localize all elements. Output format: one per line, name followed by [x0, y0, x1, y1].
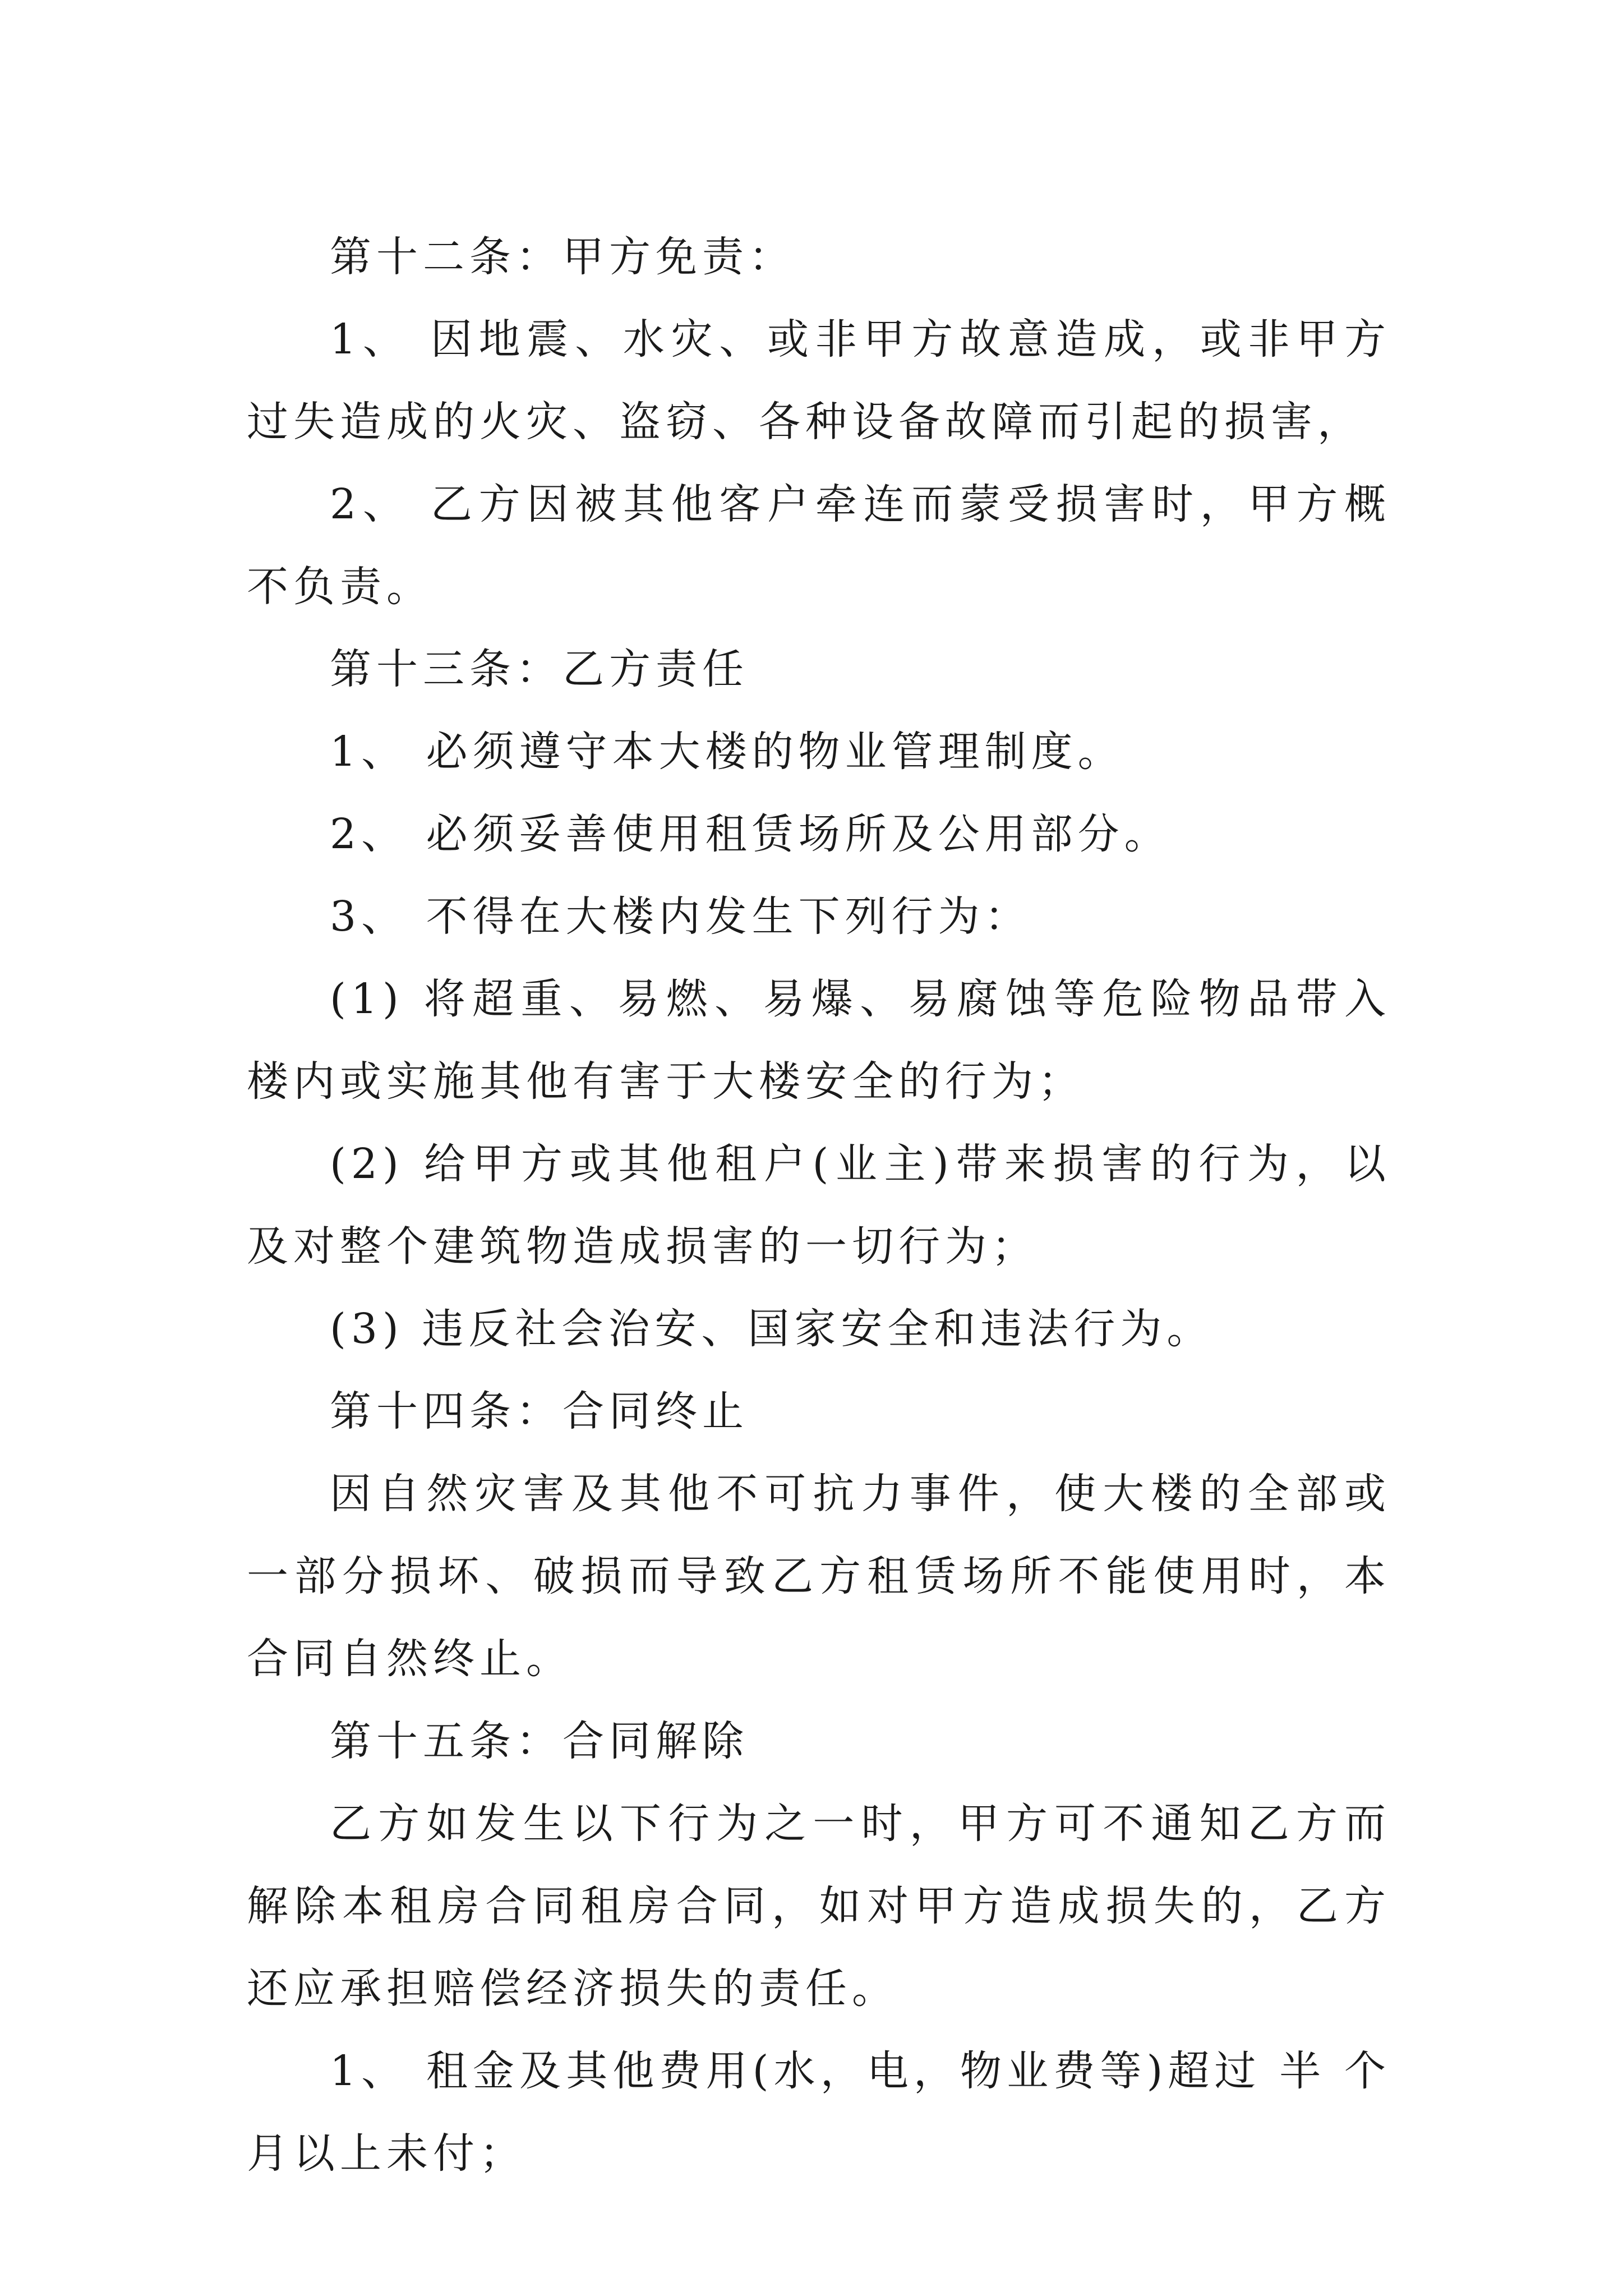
article-13-item-2: 2、 必须妥善使用租赁场所及公用部分。 [330, 810, 1171, 858]
article-14-body: 因自然灾害及其他不可抗力事件，使大楼的全部或一部分损坏、破损而导致乙方租赁场所不能使用时，本合同自然终止。 [247, 1470, 1391, 1683]
article-13-subitem-2: (2) 给甲方或其他租户(业主)带来损害的行为，以及对整个建筑物造成损害的一切行为； [247, 1140, 1391, 1271]
article-14-heading: 第十四条：合同终止 [330, 1387, 749, 1435]
article-13-item-1: 1、 必须遵守本大楼的物业管理制度。 [330, 728, 1124, 776]
article-15-body: 乙方如发生以下行为之一时，甲方可不通知乙方而解除本租房合同租房合同，如对甲方造成损失的，乙方还应承担赔偿经济损失的责任。 [247, 1800, 1391, 2013]
article-12-item-1: 1、 因地震、水灾、或非甲方故意造成，或非甲方过失造成的火灾、盗窃、各种设备故障而引起的损害， [247, 315, 1391, 446]
article-13-subitem-1: (1) 将超重、易燃、易爆、易腐蚀等危险物品带入楼内或实施其他有害于大楼安全的行为； [247, 975, 1391, 1106]
article-12-item-2: 2、 乙方因被其他客户牵连而蒙受损害时，甲方概不负责。 [247, 480, 1391, 611]
article-12-heading: 第十二条：甲方免责： [330, 233, 795, 281]
article-15-item-1: 1、 租金及其他费用(水，电，物业费等)超过 半 个月以上未付； [247, 2047, 1391, 2178]
document-body [247, 216, 1391, 2195]
article-13-heading: 第十三条：乙方责任 [330, 645, 749, 693]
article-15-heading: 第十五条：合同解除 [330, 1717, 749, 1765]
article-13-subitem-3: (3) 违反社会治安、国家安全和违法行为。 [330, 1305, 1214, 1353]
article-13-item-3: 3、 不得在大楼内发生下列行为： [330, 892, 1031, 941]
